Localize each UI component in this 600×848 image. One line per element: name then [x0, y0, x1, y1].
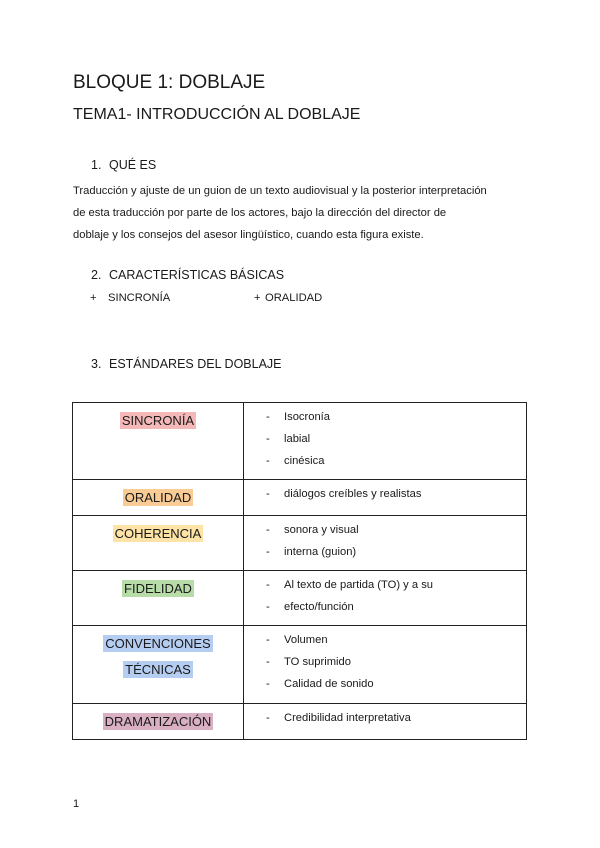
- list-dash: -: [266, 546, 270, 558]
- standards-row: [73, 403, 527, 480]
- standard-key-label: ORALIDAD: [124, 490, 192, 505]
- list-dash: -: [266, 601, 270, 613]
- section-number: 2.: [91, 268, 102, 282]
- section-heading-2: [91, 268, 284, 282]
- list-item: [266, 651, 526, 673]
- list-item-text: Isocronía: [284, 411, 331, 423]
- list-dash: -: [266, 656, 270, 668]
- section-heading-text: QUÉ ES: [109, 158, 157, 172]
- list-item: [266, 450, 526, 472]
- list-dash: -: [266, 524, 270, 536]
- standards-row: [73, 571, 527, 626]
- section-heading-1: [91, 158, 156, 172]
- standard-key-label: FIDELIDAD: [124, 581, 192, 596]
- standard-key-label: COHERENCIA: [114, 526, 202, 541]
- standards-row: [73, 704, 527, 740]
- standard-key-label: DRAMATIZACIÓN: [104, 714, 212, 729]
- list-item-text: labial: [284, 433, 311, 445]
- list-item: [266, 707, 526, 729]
- list-item: [266, 596, 526, 618]
- paragraph-line: de esta traducción por parte de los actores, bajo la dirección del director de: [73, 207, 447, 219]
- list-item: [266, 673, 526, 695]
- list-item-text: Calidad de sonido: [284, 678, 374, 690]
- topic-title: TEMA1- INTRODUCCIÓN AL DOBLAJE: [73, 106, 361, 123]
- list-dash: -: [266, 712, 270, 724]
- list-item-text: diálogos creíbles y realistas: [284, 488, 422, 500]
- list-dash: -: [266, 455, 270, 467]
- standard-key-cell: [73, 403, 244, 480]
- list-item: [266, 629, 526, 651]
- paragraph-line: doblaje y los consejos del asesor lingüístico, cuando esta figura existe.: [73, 229, 424, 241]
- list-dash: -: [266, 433, 270, 445]
- standards-row: [73, 516, 527, 571]
- paragraph-line: Traducción y ajuste de un guion de un texto audiovisual y la posterior interpretación: [73, 185, 487, 197]
- standard-key-cell: [73, 516, 244, 571]
- standard-items-cell: [244, 403, 527, 480]
- section-heading-text: ESTÁNDARES DEL DOBLAJE: [109, 357, 282, 371]
- standard-items-cell: [244, 626, 527, 704]
- list-item-text: Volumen: [284, 634, 328, 646]
- standard-items-cell: [244, 704, 527, 740]
- list-item-text: efecto/función: [284, 601, 354, 613]
- feature-bullet: +: [254, 292, 261, 304]
- list-dash: -: [266, 411, 270, 423]
- list-item-text: TO suprimido: [284, 656, 351, 668]
- feature-item-oralidad: [254, 292, 322, 304]
- standard-key-label: SINCRONÍA: [121, 413, 195, 428]
- list-dash: -: [266, 488, 270, 500]
- list-item-text: cinésica: [284, 455, 325, 467]
- feature-label: SINCRONÍA: [108, 292, 171, 304]
- standard-key-label: TÉCNICAS: [125, 662, 191, 677]
- standards-table-body: [73, 403, 527, 740]
- list-item: [266, 574, 526, 596]
- section-heading-3: [91, 357, 282, 371]
- feature-bullet: +: [90, 292, 97, 304]
- standard-items-cell: [244, 480, 527, 516]
- list-item-text: Credibilidad interpretativa: [284, 712, 411, 724]
- standards-row: [73, 480, 527, 516]
- list-dash: -: [266, 579, 270, 591]
- page-title: BLOQUE 1: DOBLAJE: [73, 72, 266, 93]
- definition-paragraph: [73, 180, 533, 246]
- list-item: [266, 519, 526, 541]
- page-number: 1: [73, 798, 80, 810]
- list-dash: -: [266, 634, 270, 646]
- standard-key-cell: [73, 571, 244, 626]
- standards-row: [73, 626, 527, 704]
- section-number: 3.: [91, 357, 102, 371]
- standard-items-cell: [244, 516, 527, 571]
- standard-key-label: CONVENCIONES: [105, 636, 211, 651]
- feature-label: ORALIDAD: [265, 292, 323, 304]
- list-item-text: Al texto de partida (TO) y a su: [284, 579, 434, 591]
- feature-item-sincronia: [90, 292, 170, 304]
- list-item: [266, 541, 526, 563]
- standard-key-cell: [73, 626, 244, 704]
- list-dash: -: [266, 678, 270, 690]
- list-item: [266, 483, 526, 505]
- list-item-text: interna (guion): [284, 546, 357, 558]
- list-item-text: sonora y visual: [284, 524, 359, 536]
- standards-table: [72, 402, 527, 740]
- list-item: [266, 406, 526, 428]
- standard-key-cell: [73, 704, 244, 740]
- standard-key-cell: [73, 480, 244, 516]
- section-number: 1.: [91, 158, 102, 172]
- standard-items-cell: [244, 571, 527, 626]
- list-item: [266, 428, 526, 450]
- section-heading-text: CARACTERÍSTICAS BÁSICAS: [109, 268, 285, 282]
